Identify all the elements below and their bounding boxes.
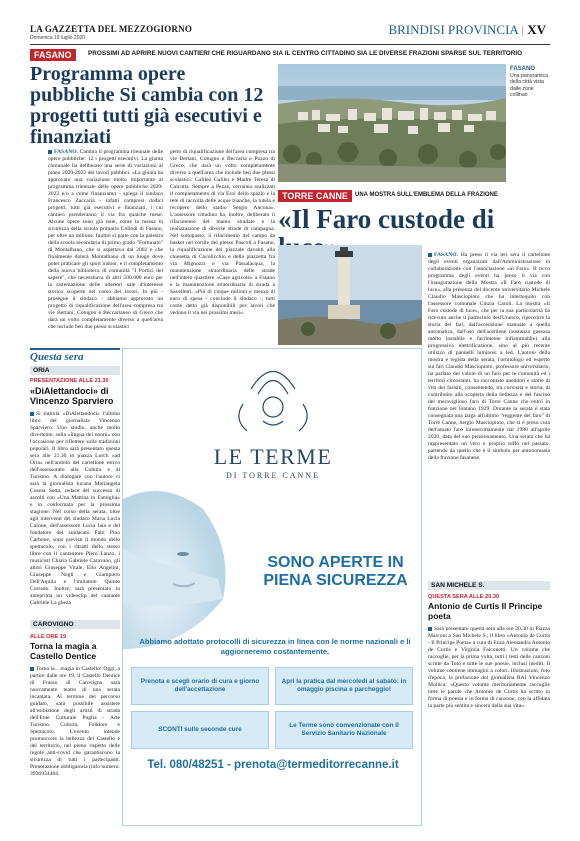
story-location-tag-2: TORRE CANNE [278, 190, 352, 202]
section-header: BRINDISI PROVINCIA | XV [388, 22, 546, 37]
story-location-tag: FASANO [30, 49, 76, 61]
story-kicker: PROSSIMI AD APRIRE NUOVI CANTIERI CHE RIGUARDANO SIA IL CENTRO CITTADINO SIA LE DIVERSE FRAZIONI SPARSE SUL TERRITORIO [88, 50, 523, 57]
section-name: BRINDISI PROVINCIA [388, 22, 519, 37]
event-title-1: «DiAlettandoci» di Vincenzo Sparviero [30, 386, 114, 406]
advert-box-discount: SCONTI sulle seconde cure [131, 711, 269, 749]
questa-sera-header: Questa sera [30, 348, 120, 363]
event-time-3: QUESTA SERA ALLE 20.30 [428, 594, 500, 600]
story-headline: Programma opere pubbliche Si cambia con 12 progetti tutti già esecutivi e finanziati [30, 63, 264, 148]
story-text-1: Cambia il programma triennale delle opere pubbliche: 12 i progetti esecutivi. La giunta comunale ha deliberato una serie di variazioni al piano 2020-2022 dei lavori pubblici. «La giunta ha approvato una variazione molto importante al programma triennale delle opere pubbliche 2020-2022 e/o a come finanziamo - spiega il sindaco Francesco Zaccaria - infatti compresi dodici progetti, tutti già esecutivi e finanziati, i cui cantieri prenderanno il via fra qualche mese. Alcune opere sono già note, come la messa in sicurezza della scuola primaria Collodi di Fasano, per oltre un milione. Inoltre si parte con la palestra della scuola secondaria di primo grado "Fortunato" di Montalbano, che si aspettava dal 2002 e che finalmente doterà Montalbano di un luogo dove poter praticare gli sport indoor, e il completamento della nuova biblioteca di comunità "I Portici del sapere", che necessitava di altri 500.000 euro per la sistemazione delle ulteriori sale d'interesse storico scoperte nel corso dei lavori. In più - prosegue il sindaco - abbiamo approvato un progetto di riqualificazione dell'area compresa tra vie Bertani, Cotugno e Beccarianeo di Greco che darà un volto completamente diverso a quell'area che include ben due plessi scolastici [48, 149, 163, 330]
bullet-square-icon [428, 253, 432, 257]
advert-box-offer: Apri la pratica dal mercoledì al sabato: in omaggio piscina e parcheggio! [275, 667, 413, 705]
page-number: XV [527, 22, 546, 37]
photo-caption-text: Una panoramica della città vista dalle zone collinari [510, 72, 549, 98]
advert-contact: Tel. 080/48251 - prenota@termeditorrecanne.it [147, 759, 399, 771]
event-text-2-body: Torna la... magia in Castello! Oggi, a partire dalle ore 19, il Castello Dentice di Frasso di Carovigno sarà nuovamente teatro di una serata incantata. Al termine del percorso guidato, sarà possibile assistere all'esibizione degli artisti di strada dell'Ente Culturale Puglia - Arte Turismo, Cultura, Folklore e Spettacolo. L'evento intende promuovere la bellezza del Castello e del territorio, nel pieno rispetto delle regole anti-covid che garantiscono la sicurezza di tutti i partecipanti. Prenotazione obbligatoria (info numero: 3936954484. [30, 666, 120, 777]
advert-box-booking: Prenota e scegli orario di cura e giorno dell'accettazione [131, 667, 269, 705]
event-location-san-michele: SAN MICHELE S. [428, 581, 550, 590]
event-text-1-body: Si intitola «DiAlettandoci» l'ultimo libro del giornalista Vincenzo Sparviero. Uno studio, anche molto divertente, sulla «lingua dei nonni» con l'occasione per riflettere sulle tradizioni popolari. Il libro sarà presentato questa sera alle 21.30 in piazza Lorch «ad Oria» nell'ambito del cartellone estivo dell'assessorato alla Cultura e al Turismo. A dialogare con l'autore ci sarà la giornalista lucana Mariangela Cosma Setta, redace del successo di ascolti con «Una Mattina in Famiglia» e in conformata per la prossima stagione. Nel corso della serata, oltre agli interventi del sindaco Maria Lucia Carone, dell'assessore Lucia Iaia e del fondatore del sindacato Fabi Pino Carbone, sono previsti il mondo dello spettacolo, con i ritratti dello stesso libro con il cantautore Piero Lanzo, i musicisti Chiara Gabriele Caravano, gli attori Giuseppe Vitale, Elio Angelini, Giuseppe Negli e Giampiero Dell'Aquila e l'imitatore Quinto Corrado. Inoltre, sarà presentato in anteprima un videoclip del cantante Gabriele La gheza [30, 411, 120, 606]
photo-caption [510, 66, 552, 99]
advert-brand-subtitle: DI TORRE CANNE [226, 471, 320, 480]
advert-woman-illustration [123, 349, 422, 649]
issue-date: Domenica 19 luglio 2020 [30, 35, 86, 41]
event-title-3: Antonio de Curtis Il Principe poeta [428, 601, 543, 621]
event-text-1 [30, 411, 120, 607]
bullet-square-icon [30, 412, 34, 416]
event-text-3 [428, 626, 550, 710]
story-kicker-2: UNA MOSTRA SULL'EMBLEMA DELLA FRAZIONE [355, 192, 498, 198]
advert-brand-name: LE TERME [213, 444, 333, 469]
masthead-title: LA GAZZETTA DEL MEZZOGIORNO [30, 24, 193, 34]
terme-advertisement [122, 348, 422, 826]
bullet-square-icon [30, 667, 34, 671]
event-title-2: Torna la magia a Castello Dentice [30, 641, 97, 661]
advert-notice: Abbiamo adottato protocolli di sicurezza in linea con le norme nazionali e li aggiorneremo costantemente. [139, 637, 411, 656]
city-panorama-photo [278, 64, 506, 182]
event-time-1: PRESENTAZIONE ALLE 21.30 [30, 378, 109, 384]
story-2-dateline: FASANO. [434, 252, 458, 258]
story-2-column [428, 252, 550, 462]
photo-caption-tag: FASANO [510, 66, 536, 72]
story-column-1 [48, 149, 163, 331]
story-dateline: FASANO. [54, 149, 78, 155]
lighthouse-photo [278, 245, 422, 345]
bullet-square-icon [428, 627, 432, 631]
advert-headline: SONO APERTE IN PIENA SICUREZZA [263, 554, 408, 589]
event-location-carovigno: CAROVIGNO [30, 620, 120, 629]
story-headline-2: «Il Faro custode di [278, 204, 495, 234]
story-2-text: Ha preso il via ieri sera il cartellone degli eventi organizzati dall'Amministrazione in collaborazione con l'associazione «al Faro». Il ricco programma degli eventi ha preso il via con l'inaugurazione della Mostra «Il Faro custode di luce», alla presenza del docente universitario Michele Claudio Masciopinto che ha interloquito con l'assessore comunale Cinzia Caroli. La mostra «Il Faro custode di luce», che per la sua particolarità ha ricevuto anche il patrocinio dell'Unesco, ripercorre la storia dei fari, dall'accensione manuale a quella automatica, dall'uso dell'acetilene (sostanza gassosa molto instabile e facilmente infiammabile) alla progressiva elettrificazione, sino al più recente utilizzo di pannelli luminosi a led. L'autore della mostra e regista della serata, l'ornitologo ed esperto sui fari Claudio Masciopinto, professore universitario, ha parlato del valore di un faro per le comunità ed i territori circostanti, ha raccontato aneddoti e storie di vita dei farisiti, consentendo, tra curiosità e storia, di contribuire alla scoperta della bellezza e del fascino del meraviglioso faro di Torre Canne che entrò in funzione nel lontano 1929. Durante la serata è stata consegnata una targa all'ultimo "reggente del faro" di Torre Canne, Sergio Masciopinto, che si è preso cura dell'amato faro ininterrottamente dal 1980 all'aprile 2020, data del suo pensionamento. Una serata che ha rappresentato un vero e proprio tuffo nel passato, partendo da quello che è il simbolo per antonomasia della frazione fasanese. [428, 252, 550, 461]
event-location-oria: ORIA [30, 366, 120, 375]
event-time-2: ALLE ORE 19 [30, 634, 67, 640]
advert-box-health-service: Le Terme sono convenzionate con il Servizio Sanitario Nazionale [275, 711, 413, 749]
event-text-2 [30, 666, 120, 778]
advert-brand [123, 444, 422, 480]
header-rule [30, 44, 550, 45]
bullet-square-icon [48, 150, 52, 154]
story-column-2: getto di riqualificazione dell'area compresa tra vie Bertani, Cotugno e Beccaria e Pozzo di Greco, che darà un volto completamente diverso a quell'area che include ben due plessi scolastici: Galileo Galilei e Madre Teresa di Calcutta. Sempre a Pezze, verranno realizzati il completamento di via Eroi dello spazio e la rete di raccolta delle acque bianche, la tutela e recupero dello stadio Sergio Ancona». L'assessore cittadino ha, inoltre, deliberato il rifacimento del manto stradale e la realizzazione di diverse strade di campagna. Nel sottopasso, il rifacimento del campo da basket nel cortile del plesso Pascoli a Fasano, la riqualificazione del piazzale davanti alla chiesetta di Cocolicchio e della piazzetta fra via Mignozzi e via Passalacqua, la manutenzione straordinaria delle strade nell'intero quartiere «Case agricole» a Fasano e la manutenzione straordinaria di strada a Savelletri. «Più di cinque milioni e mezzo di euro di spesa - conclude il sindaco -, tutti come detto già disponibili per lavori che vedono il via nei prossimi mesi». [170, 149, 275, 316]
event-text-3-body: Sarà presentato questa sera alle ore 20.30 in Piazza Marconi a San Michele S., il libro «Antonio de Curtis - Il Principe Poeta» a cura di Enza Alessandra Antonio de Curtis e Virginia Falconetti. Un volume che raccoglie, per la prima volta, tutti i testi delle canzoni scritte da Totò e tutte le sue poesie, inclusi inediti. Il volume contiene immagini a colori. Illustrazioni, foto d'epoca, la prefazione del giornalista RAI Vincenzo Mollica: «Questo volume meritoriamente raccoglie tutte le parole che Antonio de Curtis ha scritto in forma di poesia e in forma di canzone, con la affidata la parte più sentita e sincera della sua vita». [428, 626, 550, 709]
